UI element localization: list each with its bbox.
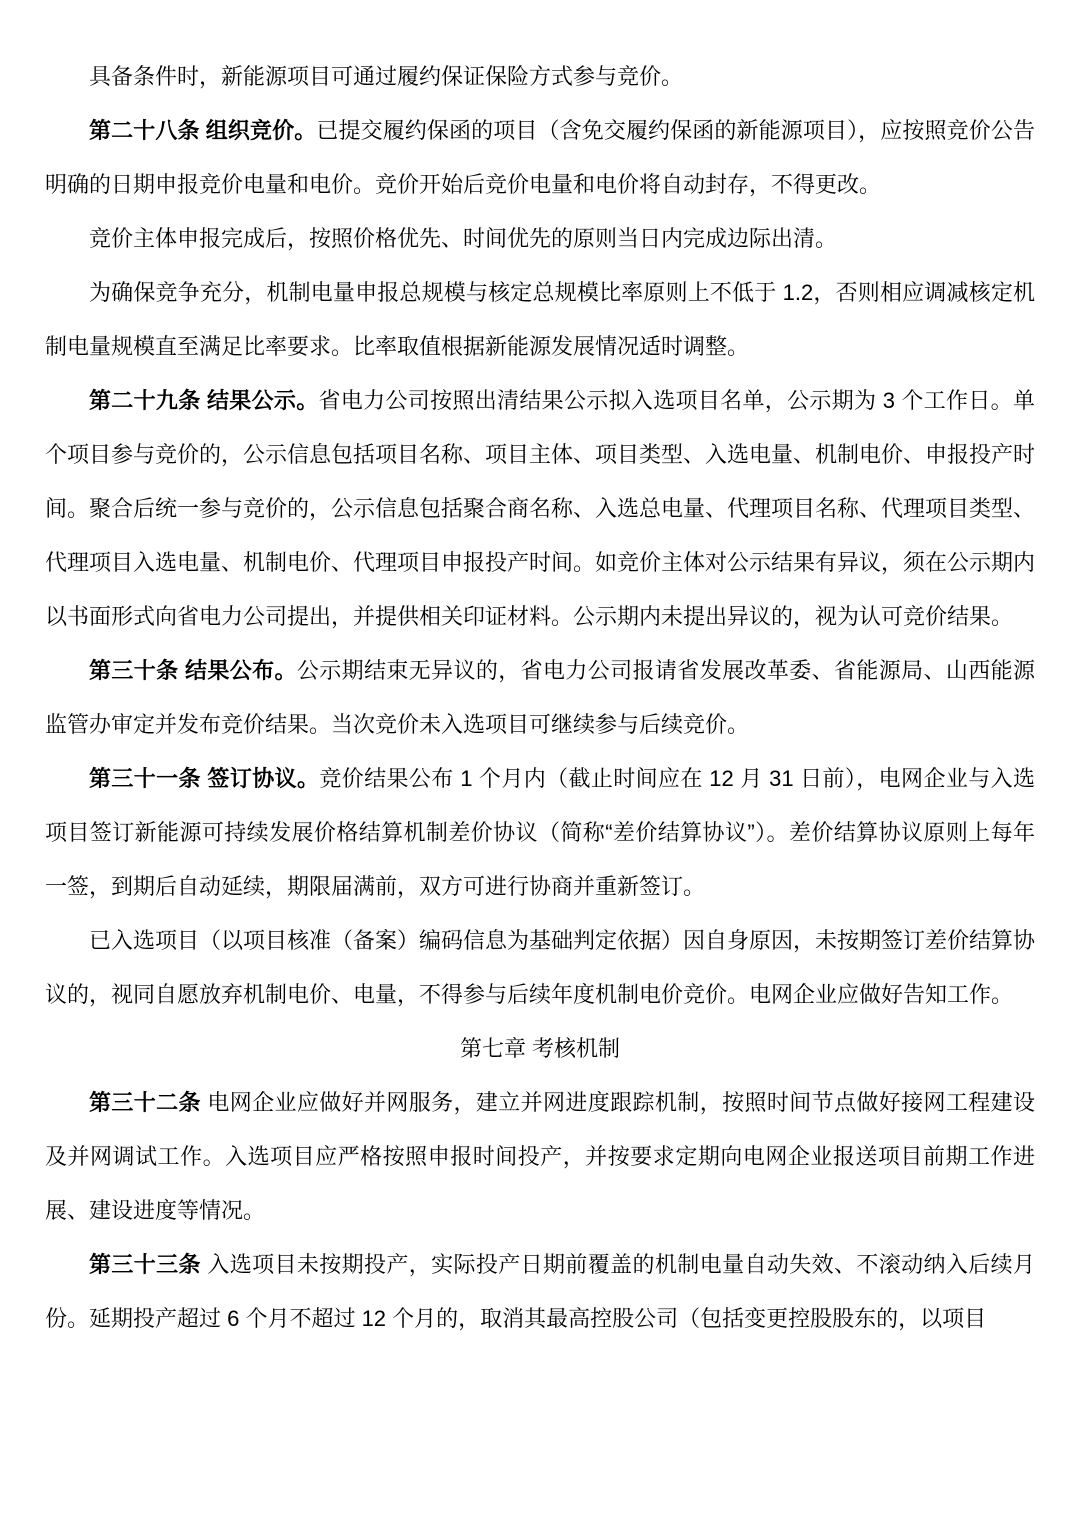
paragraph-article-28 — [45, 104, 1035, 212]
paragraph-article-32 — [45, 1076, 1035, 1238]
paragraph-agreement-waiver — [45, 914, 1035, 1022]
paragraph-article-33 — [45, 1238, 1035, 1346]
article-30-lead: 第三十条 结果公布。 — [89, 658, 297, 683]
paragraph-text: 电网企业应做好并网服务，建立并网进度跟踪机制，按照时间节点做好接网工程建设及并网调试工作。入选项目应严格按照申报时间投产，并按要求定期向电网企业报送项目前期工作进展、建设进度等情况。 — [45, 1090, 1035, 1223]
paragraph-ratio-requirement — [45, 266, 1035, 374]
article-33-lead: 第三十三条 — [89, 1252, 201, 1277]
paragraph-text: 已提交履约保函的项目（含免交履约保函的新能源项目），应按照竞价公告明确的日期申报竞价电量和电价。竞价开始后竞价电量和电价将自动封存，不得更改。 — [45, 118, 1035, 197]
paragraph-margin-clearing — [45, 212, 1035, 266]
article-28-lead: 第二十八条 组织竞价。 — [89, 118, 317, 143]
chapter-7-heading: 第七章 考核机制 — [459, 1036, 621, 1061]
article-31-lead: 第三十一条 签订协议。 — [89, 766, 320, 791]
paragraph-text: 省电力公司按照出清结果公示拟入选项目名单，公示期为 3 个工作日。单个项目参与竞价的，公示信息包括项目名称、项目主体、项目类型、入选电量、机制电价、申报投产时间。聚合后统一参与竞价的，公示信息包括聚合商名称、入选总电量、代理项目名称、代理项目类型、代理项目入选电量、机制电价、代理项目申报投产时间。如竞价主体对公示结果有异议，须在公示期内以书面形式向省电力公司提出，并提供相关印证材料。公示期内未提出异议的，视为认可竞价结果。 — [45, 388, 1036, 629]
paragraph-article-29 — [45, 374, 1035, 644]
article-29-lead: 第二十九条 结果公示。 — [89, 388, 319, 413]
paragraph-text: 竞价结果公布 1 个月内（截止时间应在 12 月 31 日前），电网企业与入选项目签订新能源可持续发展价格结算机制差价协议（简称“差价结算协议”）。差价结算协议原则上每年一签，到期后自动延续，期限届满前，双方可进行协商并重新签订。 — [45, 766, 1035, 899]
paragraph-text: 入选项目未按期投产，实际投产日期前覆盖的机制电量自动失效、不滚动纳入后续月份。延期投产超过 6 个月不超过 12 个月的，取消其最高控股公司（包括变更控股股东的，以项目 — [45, 1252, 1035, 1331]
paragraph-text: 已入选项目（以项目核准（备案）编码信息为基础判定依据）因自身原因，未按期签订差价结算协议的，视同自愿放弃机制电价、电量，不得参与后续年度机制电价竞价。电网企业应做好告知工作。 — [45, 928, 1036, 1007]
article-32-lead: 第三十二条 — [89, 1090, 201, 1115]
paragraph-text: 为确保竞争充分，机制电量申报总规模与核定总规模比率原则上不低于 1.2，否则相应调减核定机制电量规模直至满足比率要求。比率取值根据新能源发展情况适时调整。 — [45, 280, 1035, 359]
paragraph-text: 具备条件时，新能源项目可通过履约保证保险方式参与竞价。 — [89, 64, 684, 89]
paragraph-article-31 — [45, 752, 1035, 914]
paragraph-article-30 — [45, 644, 1035, 752]
paragraph-insurance-option — [45, 50, 1035, 104]
paragraph-text: 公示期结束无异议的，省电力公司报请省发展改革委、省能源局、山西能源监管办审定并发布竞价结果。当次竞价未入选项目可继续参与后续竞价。 — [45, 658, 1035, 737]
paragraph-text: 竞价主体申报完成后，按照价格优先、时间优先的原则当日内完成边际出清。 — [89, 226, 838, 251]
